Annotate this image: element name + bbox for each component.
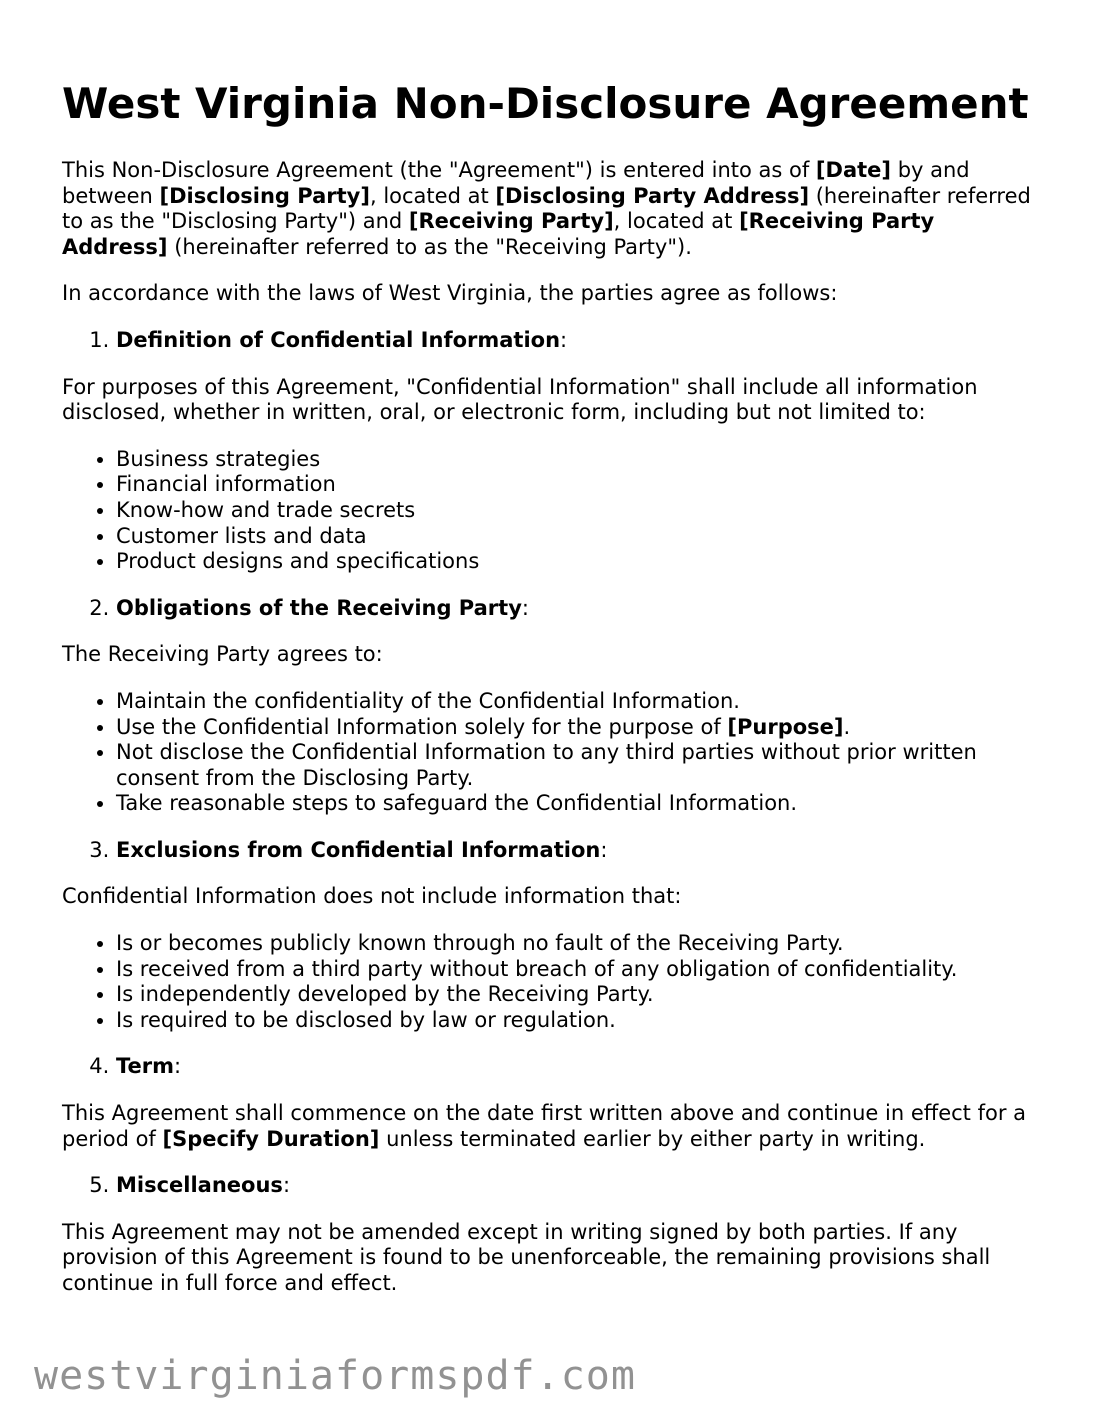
list-item: • Product designs and specifications [116, 549, 1042, 575]
receiving-address-placeholder: [Receiving Party Address] [62, 209, 935, 259]
list-item-text: . [843, 714, 851, 739]
section-2-list [62, 689, 1042, 817]
list-item: • Financial information [116, 472, 1042, 498]
section-heading-list [62, 1054, 1042, 1080]
intro-text: (hereinafter referred to as the "Receiving Party"). [167, 234, 692, 259]
disclosing-address-placeholder: [Disclosing Party Address] [495, 183, 810, 208]
section-3-list [62, 931, 1042, 1033]
section-3-title: Exclusions from Confidential Information [116, 837, 601, 862]
list-item: • Is received from a third party without breach of any obligation of confidentiality. [116, 957, 1042, 983]
section-heading-list [62, 838, 1042, 864]
list-item: • Customer lists and data [116, 524, 1042, 550]
section-heading-list [62, 596, 1042, 622]
disclosing-party-placeholder: [Disclosing Party] [159, 183, 370, 208]
list-item: • Maintain the confidentiality of the Confidential Information. [116, 689, 1042, 715]
list-item: • Know-how and trade secrets [116, 498, 1042, 524]
list-item [116, 715, 1042, 741]
intro-text: , located at [369, 183, 496, 208]
section-2-heading: 2. Obligations of the Receiving Party: [116, 596, 1042, 622]
section-2-title: Obligations of the Receiving Party [116, 595, 522, 620]
list-item-text: Use the Confidential Information solely for the purpose of [116, 714, 728, 739]
accordance-paragraph: In accordance with the laws of West Virginia, the parties agree as follows: [62, 281, 838, 306]
list-item: • Take reasonable steps to safeguard the Confidential Information. [116, 791, 1042, 817]
section-1-body: For purposes of this Agreement, "Confidential Information" shall include all information disclosed, whether in written, oral, or electronic form, including but not limited to: [62, 374, 978, 425]
section-3-body: Confidential Information does not include information that: [62, 884, 682, 909]
date-placeholder: [Date] [815, 158, 892, 182]
section-4-text: This Agreement shall commence on the date first written above and continue in effect for a period of [62, 1101, 1027, 1151]
list-item: • Is or becomes publicly known through no fault of the Receiving Party. [116, 931, 1042, 957]
section-2-body: The Receiving Party agrees to: [62, 642, 383, 667]
section-4-heading: 4. Term: [116, 1054, 1042, 1080]
section-heading-list [62, 328, 1042, 354]
intro-paragraph [62, 158, 1042, 260]
section-heading-list [62, 1173, 1042, 1199]
section-1-title: Definition of Confidential Information [116, 327, 561, 352]
watermark-text: westvirginiaformspdf.com [34, 1353, 636, 1399]
intro-text: (hereinafter referred to as the "Disclosing Party") and [62, 183, 1031, 234]
section-1-heading: 1. Definition of Confidential Information: [116, 328, 1042, 354]
section-5-heading: 5. Miscellaneous: [116, 1173, 1042, 1199]
intro-text: This Non-Disclosure Agreement (the "Agreement") is entered into as of [62, 158, 816, 182]
section-5-title: Miscellaneous [116, 1173, 283, 1198]
purpose-placeholder: [Purpose] [727, 714, 844, 739]
intro-text: by and between [62, 158, 970, 208]
document-title: West Virginia Non-Disclosure Agreement [62, 79, 1029, 128]
list-item: • Not disclose the Confidential Information to any third parties without prior written consent from the Disclosing Party. [116, 740, 1042, 791]
section-4-text: unless terminated earlier by either party in writing. [379, 1126, 926, 1151]
section-4-body [62, 1101, 1042, 1152]
document-page [62, 78, 1042, 1318]
receiving-party-placeholder: [Receiving Party] [408, 209, 614, 234]
section-5-body: This Agreement may not be amended except in writing signed by both parties. If any provision of this Agreement is found to be unenforceable, the remaining provisions shall continue in full force and effect. [62, 1219, 991, 1295]
section-3-heading: 3. Exclusions from Confidential Information: [116, 838, 1042, 864]
section-1-list [62, 447, 1042, 575]
list-item: • Business strategies [116, 447, 1042, 473]
intro-text: , located at [613, 209, 740, 234]
list-item: • Is required to be disclosed by law or regulation. [116, 1008, 1042, 1034]
duration-placeholder: [Specify Duration] [162, 1126, 380, 1151]
list-item: • Is independently developed by the Receiving Party. [116, 982, 1042, 1008]
section-4-title: Term [116, 1054, 175, 1079]
